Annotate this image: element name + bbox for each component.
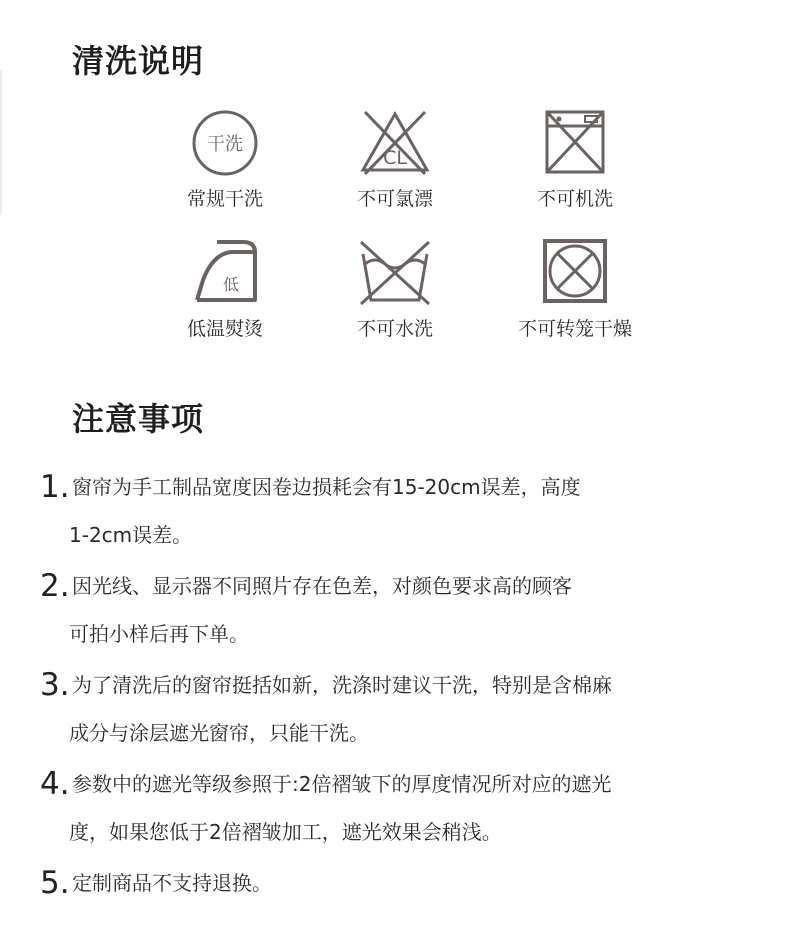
note-line-continued: 成分与涂层遮光窗帘，只能干洗。 <box>69 721 369 745</box>
note-text <box>69 562 732 658</box>
note-text <box>69 760 732 856</box>
note-line-continued: 1-2cm误差。 <box>69 523 193 547</box>
care-label: 不可机洗 <box>536 188 613 210</box>
no-bleach-icon <box>355 108 435 178</box>
note-number: 2. <box>40 568 70 604</box>
care-item-dry-clean <box>150 108 300 211</box>
note-item-1 <box>40 466 760 559</box>
note-line-continued: 度，如果您低于2倍褶皱加工，遮光效果会稍浅。 <box>69 820 502 844</box>
care-label: 不可水洗 <box>356 318 433 340</box>
note-item-4 <box>40 763 760 856</box>
note-number: 5. <box>40 865 70 901</box>
no-machine-wash-icon <box>535 108 615 178</box>
note-line: 窗帘为手工制品宽度因卷边损耗会有15-20cm误差，高度 <box>72 475 581 499</box>
care-label: 常规干洗 <box>186 188 263 210</box>
note-text <box>72 859 732 907</box>
dry-clean-icon <box>185 108 265 178</box>
note-item-2 <box>40 565 760 658</box>
note-line-continued: 可拍小样后再下单。 <box>69 622 249 646</box>
care-instructions-title: 清洗说明 <box>72 42 205 80</box>
care-label: 不可转笼干燥 <box>517 318 632 340</box>
note-text <box>69 463 732 559</box>
note-item-3 <box>40 664 760 757</box>
note-item-5 <box>40 862 760 907</box>
care-item-no-machine-wash <box>500 108 650 211</box>
no-water-wash-icon <box>355 238 435 308</box>
note-line: 参数中的遮光等级参照于:2倍褶皱下的厚度情况所对应的遮光 <box>72 772 612 796</box>
note-number: 3. <box>40 667 70 703</box>
care-item-no-tumble-dry <box>500 238 650 341</box>
dry-clean-icon-text: 干洗 <box>207 134 243 155</box>
low-iron-icon-text: 低 <box>222 275 240 294</box>
care-item-no-water-wash <box>320 238 470 341</box>
no-tumble-dry-icon <box>535 238 615 308</box>
notes-list <box>40 466 760 913</box>
notes-title: 注意事项 <box>72 400 205 438</box>
left-edge-divider <box>0 70 2 215</box>
note-number: 1. <box>40 469 70 505</box>
note-line: 因光线、显示器不同照片存在色差，对颜色要求高的顾客 <box>72 574 572 598</box>
low-iron-icon <box>185 238 265 308</box>
note-line: 为了清洗后的窗帘挺括如新，洗涤时建议干洗，特别是含棉麻 <box>72 673 612 697</box>
note-line: 定制商品不支持退换。 <box>72 871 272 895</box>
no-bleach-icon-text: CL <box>383 147 407 169</box>
care-item-no-bleach <box>320 108 470 211</box>
care-label: 低温熨烫 <box>186 318 263 340</box>
care-label: 不可氯漂 <box>356 188 433 210</box>
care-item-low-iron <box>150 238 300 341</box>
note-text <box>69 661 732 757</box>
note-number: 4. <box>40 766 70 802</box>
